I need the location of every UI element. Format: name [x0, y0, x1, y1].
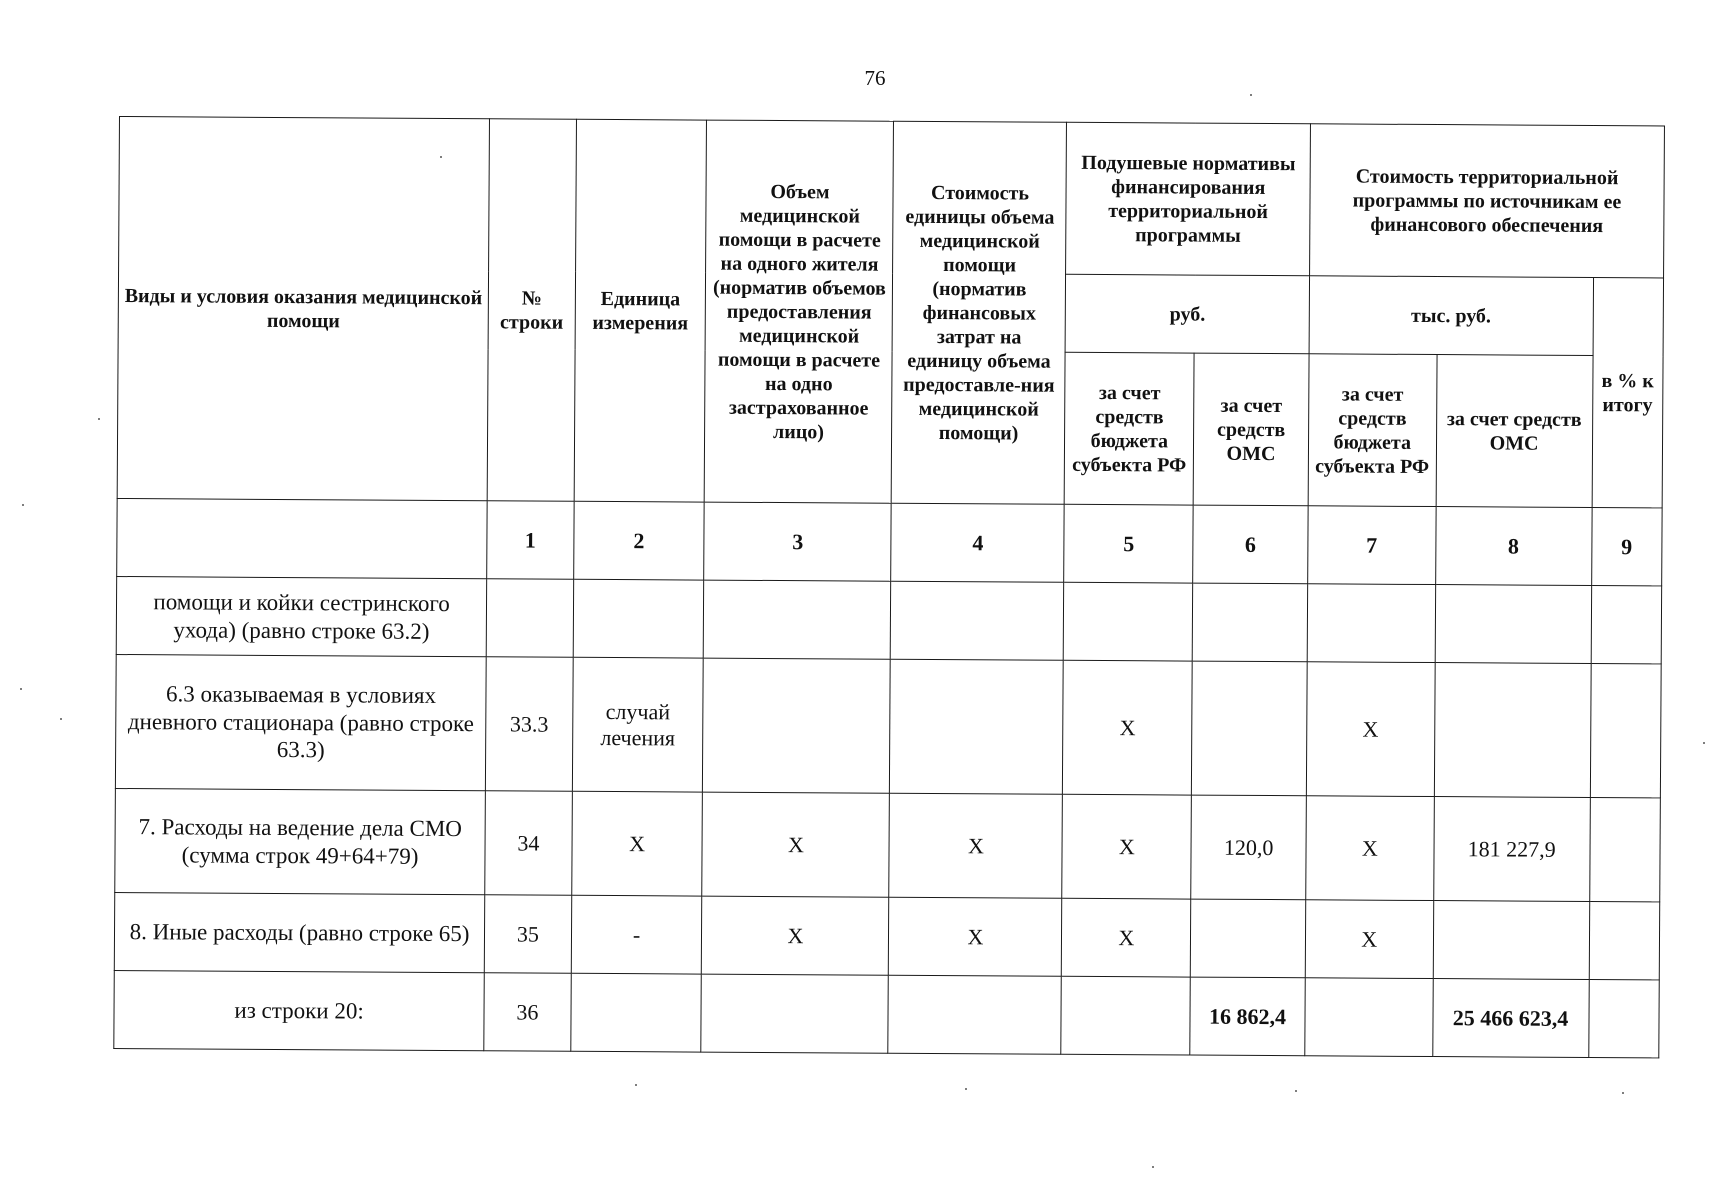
row-unit [573, 579, 704, 658]
page-number: 76 [864, 66, 886, 90]
scan-speck [1622, 1092, 1624, 1094]
row-unit-cost [888, 975, 1061, 1054]
row-unit-cost: X [889, 793, 1063, 898]
header-row-number: № строки [487, 119, 576, 502]
scan-speck [98, 418, 100, 420]
table-row [115, 788, 1661, 901]
column-number: 6 [1193, 505, 1308, 584]
table-row [115, 654, 1661, 797]
column-number: 3 [704, 502, 892, 581]
column-number-row [117, 498, 1662, 585]
row-name: 8. Иные расходы (равно строке 65) [114, 892, 485, 972]
row-oms-rub [1192, 583, 1307, 662]
table-row [116, 576, 1661, 663]
row-percent [1591, 586, 1662, 664]
row-name: 7. Расходы на ведение дела СМО (сумма строк 49+64+79) [115, 788, 486, 894]
row-oms-thous [1435, 585, 1591, 664]
scan-speck [1295, 1090, 1297, 1092]
header-oms-thous: за счет средств ОМС [1436, 355, 1593, 508]
header-thous-rub: тыс. руб. [1309, 276, 1593, 356]
row-unit-cost [891, 581, 1064, 660]
row-oms-rub [1192, 661, 1307, 796]
row-oms-thous [1433, 901, 1589, 980]
row-budget-rub: X [1062, 794, 1191, 899]
header-program-cost: Стоимость территориальной программы по источникам ее финансового обеспечения [1309, 124, 1664, 278]
scan-speck [20, 688, 22, 690]
row-volume: X [702, 896, 890, 975]
scan-speck [635, 1084, 637, 1086]
row-unit-cost [890, 659, 1064, 794]
row-budget-thous: X [1306, 796, 1434, 901]
row-number: 35 [484, 895, 571, 974]
header-unit: Единица измерения [574, 119, 707, 502]
row-unit [570, 973, 701, 1052]
row-volume [701, 974, 889, 1053]
column-number-blank [117, 498, 488, 578]
row-unit-cost: X [889, 897, 1062, 976]
header-oms-rub: за счет средств ОМС [1193, 353, 1309, 506]
financial-table [113, 116, 1665, 1058]
row-name: 6.3 оказываемая в условиях дневного стационара (равно строке 63.3) [115, 654, 486, 790]
scan-speck [22, 504, 24, 506]
scan-speck [440, 156, 442, 158]
row-oms-rub [1190, 899, 1305, 978]
row-volume [703, 658, 891, 793]
header-percent: в % к итогу [1592, 278, 1664, 508]
row-oms-rub: 120,0 [1191, 795, 1306, 900]
header-budget-thous: за счет средств бюджета субъекта РФ [1308, 354, 1437, 507]
row-oms-thous: 25 466 623,4 [1432, 979, 1588, 1058]
column-number: 8 [1435, 507, 1591, 586]
column-number: 5 [1064, 504, 1193, 583]
column-number: 4 [891, 503, 1064, 582]
row-oms-thous: 181 227,9 [1433, 797, 1590, 902]
row-budget-thous [1307, 584, 1435, 663]
row-name: помощи и койки сестринского ухода) (равно строке 63.2) [116, 576, 487, 656]
scan-speck [60, 718, 62, 720]
row-unit: X [571, 791, 702, 896]
header-unit-cost: Стоимость единицы объема медицинской помощи (норматив финансовых затрат на единицу объема предоставле-ния медицинской помощи) [892, 121, 1067, 504]
row-number: 33.3 [486, 657, 573, 792]
row-percent [1588, 979, 1659, 1057]
header-per-capita: Подушевые нормативы финансирования территориальной программы [1066, 122, 1310, 275]
row-unit: - [571, 895, 702, 974]
row-number [486, 579, 573, 658]
scan-speck [965, 1088, 967, 1090]
row-oms-rub: 16 862,4 [1190, 977, 1305, 1056]
row-budget-rub: X [1063, 660, 1193, 795]
row-percent [1590, 664, 1661, 798]
table-row [114, 970, 1659, 1057]
column-number: 1 [487, 501, 574, 580]
scan-speck [1703, 742, 1705, 744]
row-budget-thous: X [1306, 662, 1435, 797]
row-volume [704, 580, 892, 659]
row-oms-thous [1434, 663, 1591, 798]
row-budget-rub [1064, 582, 1193, 661]
scan-speck [1152, 1166, 1154, 1168]
row-number: 36 [484, 973, 571, 1052]
row-percent [1589, 797, 1660, 901]
header-kinds: Виды и условия оказания медицинской помощи [117, 117, 489, 501]
column-number: 7 [1308, 506, 1436, 585]
row-budget-rub [1061, 976, 1190, 1055]
header-rub: руб. [1066, 274, 1310, 353]
header-volume: Объем медицинской помощи в расчете на одного жителя (норматив объемов предоставления медицинской помощи в расчете на одно застрахованное лицо) [705, 120, 894, 503]
row-budget-thous: X [1305, 900, 1433, 979]
row-unit: случай лечения [572, 657, 704, 792]
row-volume: X [702, 792, 890, 897]
column-number: 2 [573, 501, 704, 580]
row-name: из строки 20: [114, 970, 485, 1050]
row-budget-thous [1305, 978, 1433, 1057]
row-number: 34 [485, 791, 572, 896]
header-budget-rub: за счет средств бюджета субъекта РФ [1065, 352, 1195, 505]
column-number: 9 [1591, 508, 1662, 586]
row-budget-rub: X [1062, 898, 1191, 977]
scan-speck [1250, 94, 1252, 96]
table-row [114, 892, 1659, 979]
row-percent [1589, 901, 1660, 979]
